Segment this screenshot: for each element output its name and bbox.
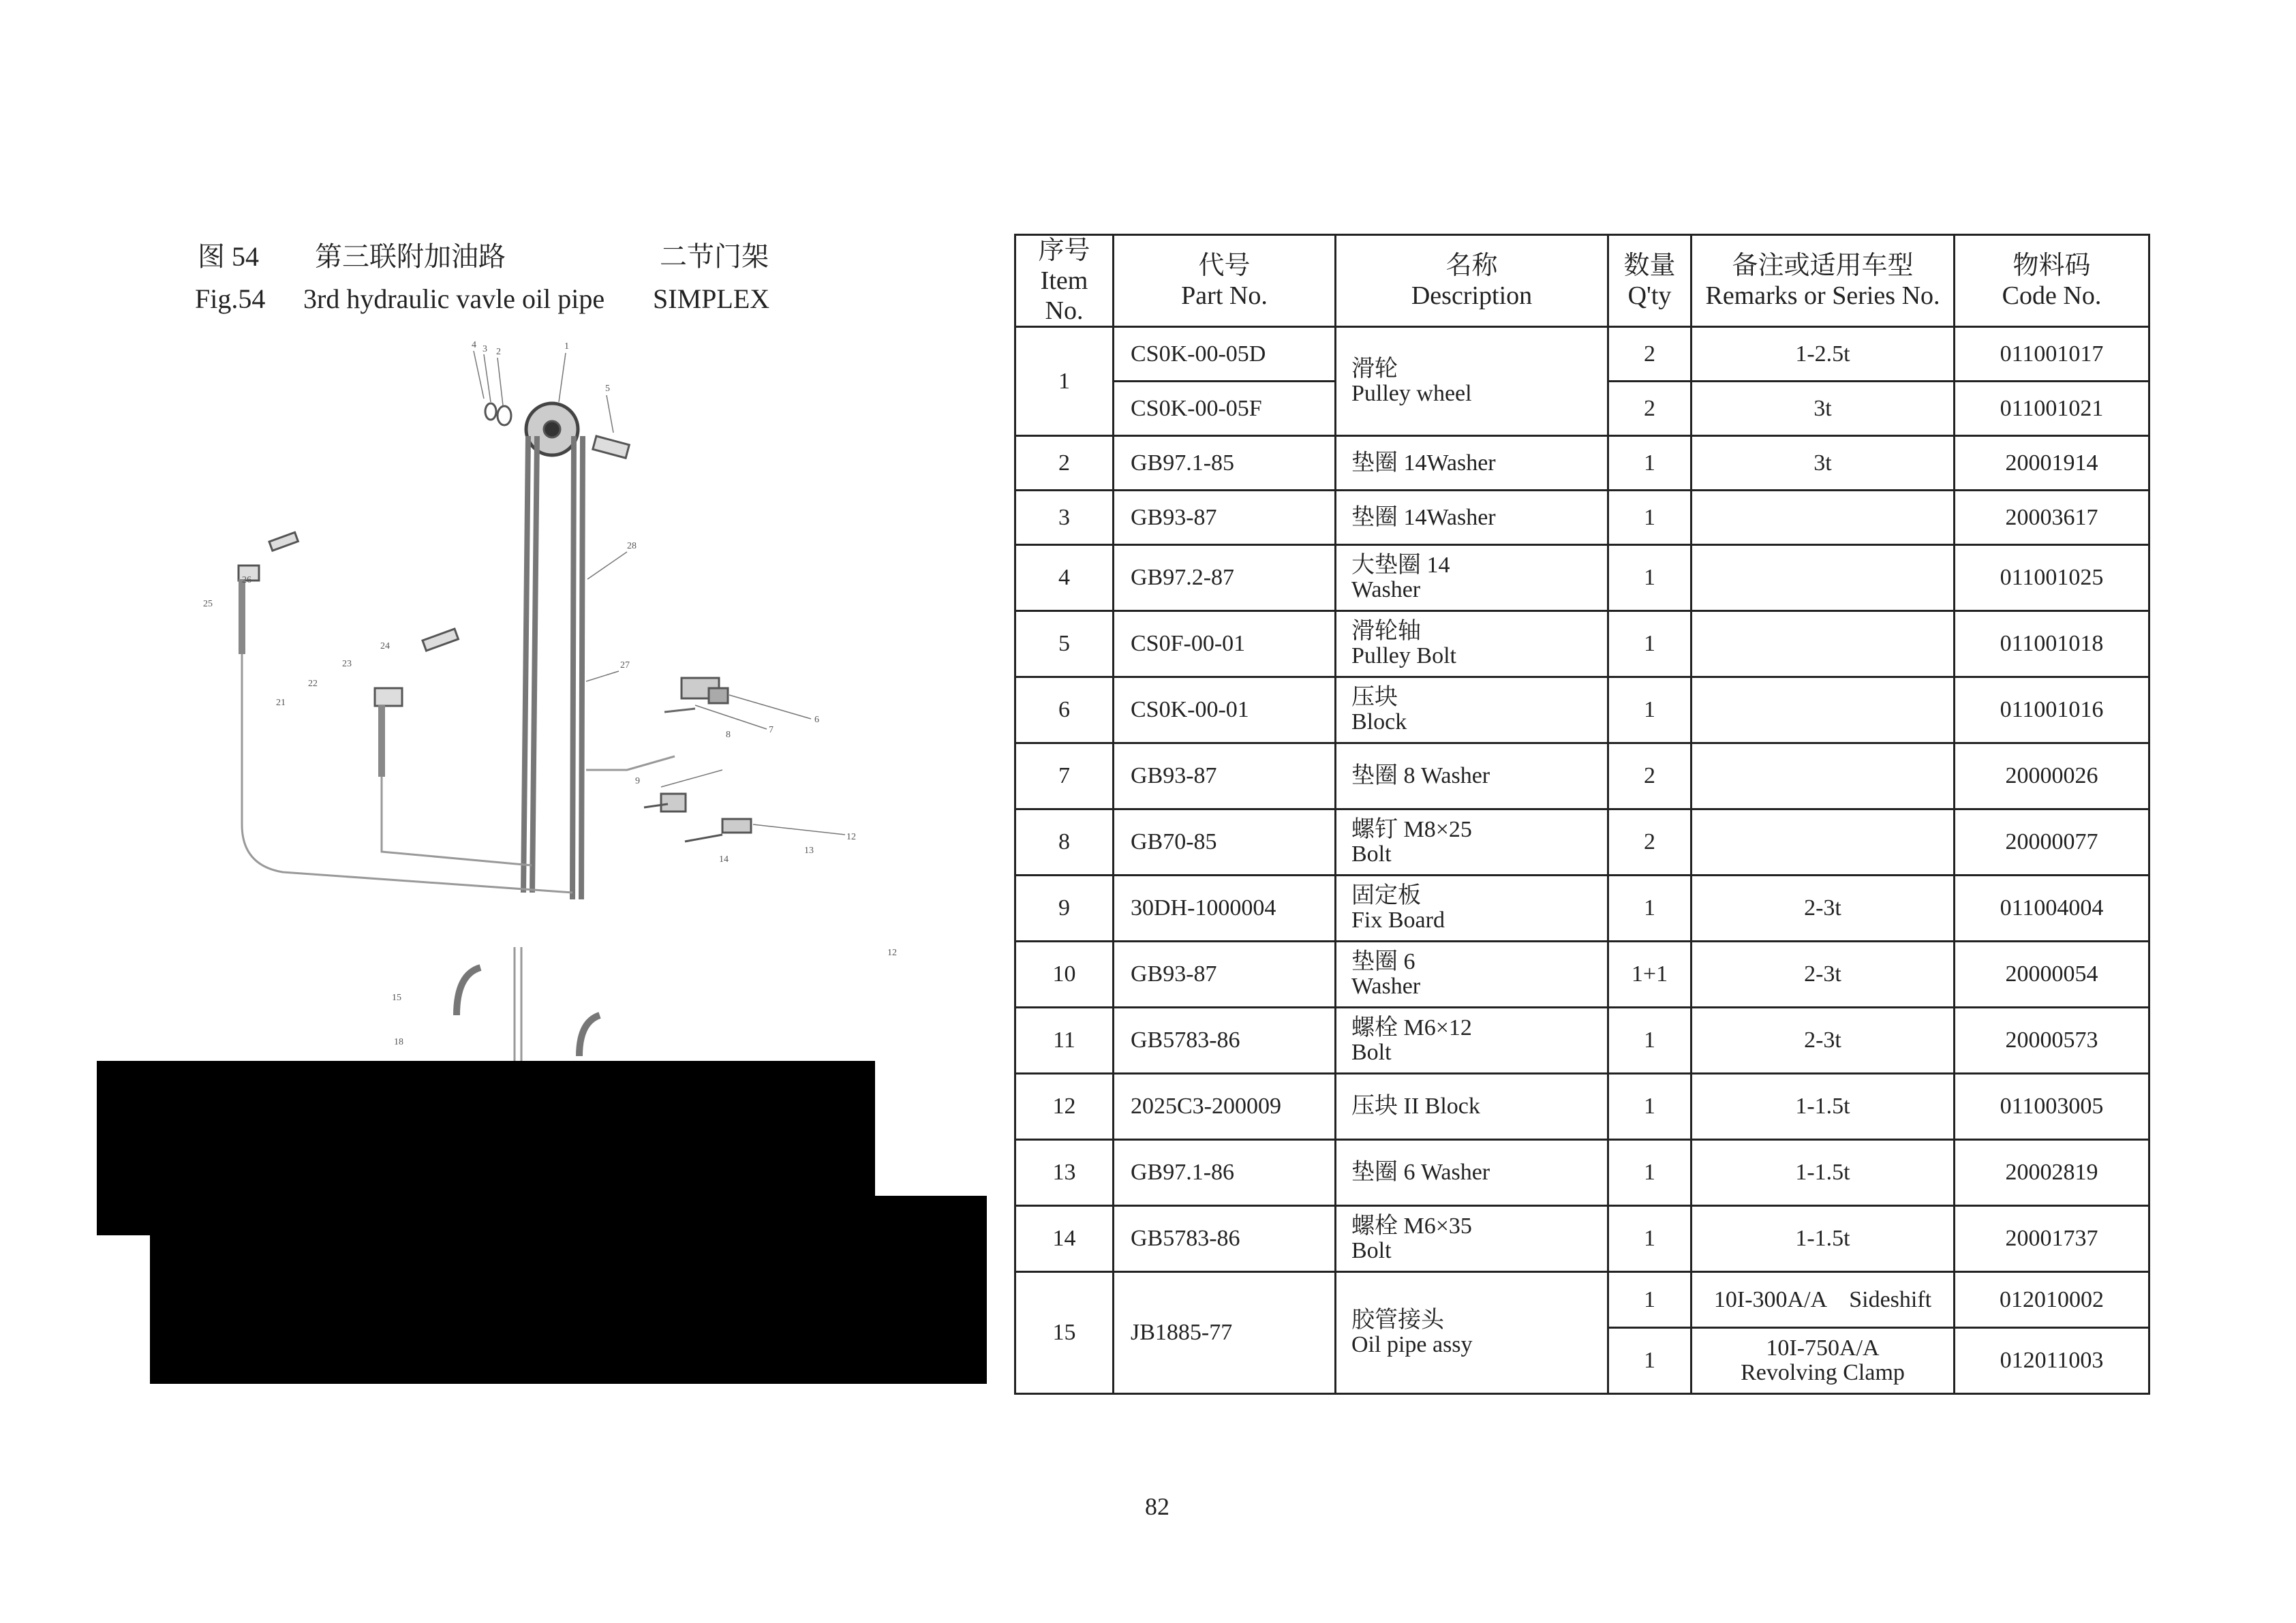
remarks: 1-1.5t (1692, 1074, 1955, 1140)
description: 垫圈 14Washer (1336, 436, 1608, 491)
table-row (1015, 327, 2149, 382)
svg-text:28: 28 (627, 541, 637, 551)
quantity: 1 (1608, 1328, 1692, 1394)
code-no: 011001016 (1955, 677, 2149, 743)
table-row (1015, 1008, 2149, 1074)
description: 滑轮轴 Pulley Bolt (1336, 611, 1608, 677)
quantity: 1 (1608, 491, 1692, 545)
remarks: 1-1.5t (1692, 1206, 1955, 1272)
remarks (1692, 545, 1955, 611)
svg-text:12: 12 (846, 832, 856, 842)
description: 垫圈 6 Washer (1336, 1140, 1608, 1206)
code-no: 011001021 (1955, 382, 2149, 436)
quantity: 2 (1608, 327, 1692, 382)
svg-text:22: 22 (308, 679, 318, 689)
description: 压块 II Block (1336, 1074, 1608, 1140)
svg-text:1: 1 (564, 341, 569, 352)
svg-text:18: 18 (394, 1037, 403, 1047)
quantity: 1 (1608, 1008, 1692, 1074)
code-no: 20001737 (1955, 1206, 2149, 1272)
description: 固定板 Fix Board (1336, 876, 1608, 942)
table-row (1015, 1140, 2149, 1206)
remarks: 2-3t (1692, 942, 1955, 1008)
item-no: 9 (1015, 876, 1114, 942)
figure-number-zh: 图 54 (198, 241, 259, 272)
quantity: 1 (1608, 876, 1692, 942)
svg-text:13: 13 (804, 846, 814, 856)
header-description: 名称 Description (1336, 235, 1608, 327)
svg-text:5: 5 (605, 384, 610, 394)
svg-text:25: 25 (203, 599, 213, 609)
item-no: 6 (1015, 677, 1114, 743)
figure-title-zh: 第三联附加油路 (315, 241, 506, 272)
figure-title-en: 3rd hydraulic vavle oil pipe (303, 283, 605, 314)
table-row (1015, 809, 2149, 876)
description: 螺钉 M8×25 Bolt (1336, 809, 1608, 876)
header-code-no: 物料码 Code No. (1955, 235, 2149, 327)
remarks: 3t (1692, 436, 1955, 491)
code-no: 012011003 (1955, 1328, 2149, 1394)
description: 螺栓 M6×12 Bolt (1336, 1008, 1608, 1074)
description: 大垫圈 14 Washer (1336, 545, 1608, 611)
quantity: 1+1 (1608, 942, 1692, 1008)
svg-text:26: 26 (242, 575, 251, 585)
part-no: GB97.1-86 (1114, 1140, 1336, 1206)
item-no: 8 (1015, 809, 1114, 876)
description: 垫圈 14Washer (1336, 491, 1608, 545)
svg-text:7: 7 (769, 725, 774, 735)
part-no: GB5783-86 (1114, 1206, 1336, 1272)
item-no: 3 (1015, 491, 1114, 545)
description: 垫圈 6 Washer (1336, 942, 1608, 1008)
table-row (1015, 677, 2149, 743)
code-no: 012010002 (1955, 1272, 2149, 1328)
header-part-no: 代号 Part No. (1114, 235, 1336, 327)
description: 压块 Block (1336, 677, 1608, 743)
quantity: 1 (1608, 611, 1692, 677)
figure-model-en: SIMPLEX (653, 283, 770, 314)
svg-text:4: 4 (472, 340, 476, 350)
item-no: 2 (1015, 436, 1114, 491)
remarks (1692, 611, 1955, 677)
code-no: 20002819 (1955, 1140, 2149, 1206)
code-no: 011001018 (1955, 611, 2149, 677)
svg-text:2: 2 (496, 347, 501, 357)
item-no: 7 (1015, 743, 1114, 809)
item-no: 15 (1015, 1272, 1114, 1394)
item-no: 14 (1015, 1206, 1114, 1272)
svg-text:8: 8 (726, 730, 731, 740)
code-no: 011001025 (1955, 545, 2149, 611)
description: 滑轮 Pulley wheel (1336, 327, 1608, 436)
quantity: 2 (1608, 743, 1692, 809)
table-header-row (1015, 235, 2149, 327)
part-no: CS0K-00-05F (1114, 382, 1336, 436)
remarks: 3t (1692, 382, 1955, 436)
code-no: 20001914 (1955, 436, 2149, 491)
part-no: GB93-87 (1114, 743, 1336, 809)
remarks: 1-1.5t (1692, 1140, 1955, 1206)
part-no: CS0K-00-05D (1114, 327, 1336, 382)
item-no: 4 (1015, 545, 1114, 611)
part-no: 2025C3-200009 (1114, 1074, 1336, 1140)
svg-text:24: 24 (380, 641, 390, 651)
table-row (1015, 1206, 2149, 1272)
quantity: 1 (1608, 677, 1692, 743)
remarks: 2-3t (1692, 1008, 1955, 1074)
quantity: 1 (1608, 1074, 1692, 1140)
table-row (1015, 876, 2149, 942)
quantity: 1 (1608, 436, 1692, 491)
item-no: 13 (1015, 1140, 1114, 1206)
item-no: 11 (1015, 1008, 1114, 1074)
svg-text:21: 21 (276, 698, 286, 708)
quantity: 2 (1608, 809, 1692, 876)
description: 螺栓 M6×35 Bolt (1336, 1206, 1608, 1272)
remarks: 10I-750A/A Revolving Clamp (1692, 1328, 1955, 1394)
svg-text:12: 12 (887, 948, 897, 958)
table-row (1015, 491, 2149, 545)
page-number: 82 (1145, 1493, 1169, 1520)
table-row (1015, 743, 2149, 809)
description: 垫圈 8 Washer (1336, 743, 1608, 809)
svg-text:27: 27 (620, 660, 630, 670)
part-no: CS0F-00-01 (1114, 611, 1336, 677)
parts-table (1014, 234, 2150, 1395)
code-no: 20000077 (1955, 809, 2149, 876)
quantity: 1 (1608, 545, 1692, 611)
code-no: 011004004 (1955, 876, 2149, 942)
header-remarks: 备注或适用车型 Remarks or Series No. (1692, 235, 1955, 327)
figure-model-zh: 二节门架 (660, 241, 769, 272)
svg-text:23: 23 (342, 659, 352, 669)
part-no: GB97.1-85 (1114, 436, 1336, 491)
remarks (1692, 809, 1955, 876)
svg-text:14: 14 (719, 854, 729, 865)
quantity: 2 (1608, 382, 1692, 436)
svg-text:15: 15 (392, 993, 401, 1003)
remarks: 2-3t (1692, 876, 1955, 942)
part-no: 30DH-1000004 (1114, 876, 1336, 942)
header-item-no: 序号 Item No. (1015, 235, 1114, 327)
part-no: GB97.2-87 (1114, 545, 1336, 611)
quantity: 1 (1608, 1272, 1692, 1328)
table-row (1015, 611, 2149, 677)
code-no: 011001017 (1955, 327, 2149, 382)
figure-number-en: Fig.54 (195, 283, 266, 314)
code-no: 20000573 (1955, 1008, 2149, 1074)
redaction-block (150, 1196, 987, 1384)
part-no: JB1885-77 (1114, 1272, 1336, 1394)
item-no: 5 (1015, 611, 1114, 677)
remarks (1692, 491, 1955, 545)
item-no: 1 (1015, 327, 1114, 436)
part-no: GB93-87 (1114, 491, 1336, 545)
remarks (1692, 677, 1955, 743)
part-no: CS0K-00-01 (1114, 677, 1336, 743)
quantity: 1 (1608, 1206, 1692, 1272)
part-no: GB70-85 (1114, 809, 1336, 876)
svg-text:6: 6 (814, 715, 819, 725)
table-row (1015, 545, 2149, 611)
quantity: 1 (1608, 1140, 1692, 1206)
code-no: 20003617 (1955, 491, 2149, 545)
header-quantity: 数量 Q'ty (1608, 235, 1692, 327)
remarks: 1-2.5t (1692, 327, 1955, 382)
remarks: 10I-300A/A Sideshift (1692, 1272, 1955, 1328)
table-row (1015, 1074, 2149, 1140)
table-row (1015, 1272, 2149, 1328)
svg-text:9: 9 (635, 776, 640, 786)
item-no: 12 (1015, 1074, 1114, 1140)
item-no: 10 (1015, 942, 1114, 1008)
svg-text:3: 3 (483, 344, 487, 354)
code-no: 011003005 (1955, 1074, 2149, 1140)
code-no: 20000054 (1955, 942, 2149, 1008)
code-no: 20000026 (1955, 743, 2149, 809)
part-no: GB93-87 (1114, 942, 1336, 1008)
table-row (1015, 942, 2149, 1008)
part-no: GB5783-86 (1114, 1008, 1336, 1074)
table-row (1015, 436, 2149, 491)
description: 胶管接头 Oil pipe assy (1336, 1272, 1608, 1394)
remarks (1692, 743, 1955, 809)
